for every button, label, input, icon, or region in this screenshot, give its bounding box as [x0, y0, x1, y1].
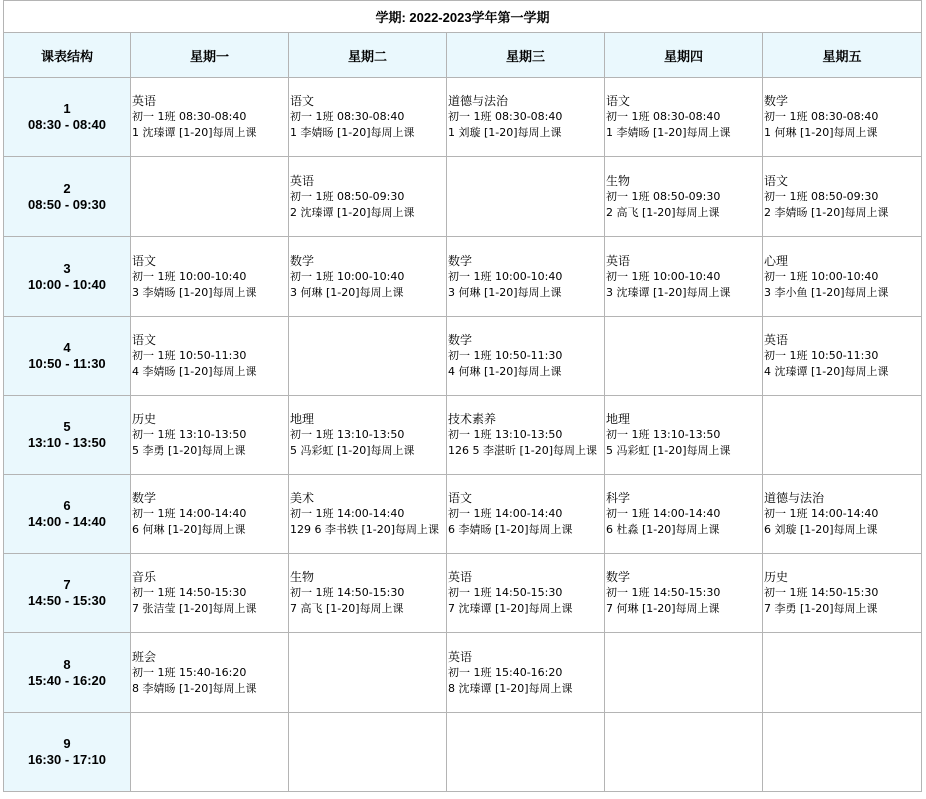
lesson-subject: 英语	[764, 333, 789, 347]
lesson-subject: 地理	[606, 412, 631, 426]
lesson-subject: 历史	[132, 412, 157, 426]
empty-cell	[289, 633, 447, 713]
lesson-class-time: 初一 1班 13:10-13:50	[606, 428, 721, 441]
empty-cell	[447, 157, 605, 237]
lesson-cell	[131, 475, 289, 554]
lesson-class-time: 初一 1班 08:50-09:30	[290, 189, 405, 203]
period-number: 9	[63, 736, 71, 751]
lesson-class-time: 初一 1班 13:10-13:50	[132, 428, 247, 441]
period-row	[4, 475, 922, 554]
lesson-subject: 道德与法治	[764, 491, 825, 505]
lesson-class-time: 初一 1班 14:00-14:40	[606, 507, 721, 520]
lesson-teacher: 129 6 李书轶 [1-20]每周上课	[290, 523, 440, 536]
lesson-class-time: 初一 1班 10:00-10:40	[606, 269, 721, 283]
timetable	[3, 0, 921, 792]
lesson-teacher: 1 沈瑧谭 [1-20]每周上课	[132, 126, 257, 139]
term-title: 学期: 2022-2023学年第一学期	[4, 1, 922, 33]
lesson-class-time: 初一 1班 10:00-10:40	[132, 269, 247, 283]
lesson-teacher: 126 5 李湛昕 [1-20]每周上课	[448, 444, 598, 457]
lesson-teacher: 8 沈瑧谭 [1-20]每周上课	[448, 681, 573, 695]
lesson-cell	[605, 396, 763, 475]
period-number: 2	[63, 180, 71, 196]
lesson-teacher: 4 何琳 [1-20]每周上课	[448, 365, 562, 378]
lesson-teacher: 6 何琳 [1-20]每周上课	[132, 523, 246, 536]
lesson-cell	[447, 317, 605, 396]
period-time: 10:50 - 11:30	[28, 356, 106, 371]
period-row	[4, 633, 922, 713]
empty-cell	[131, 713, 289, 792]
period-header	[4, 475, 131, 554]
lesson-cell	[447, 237, 605, 317]
lesson-class-time: 初一 1班 10:00-10:40	[290, 269, 405, 283]
empty-cell	[763, 396, 922, 475]
lesson-class-time: 初一 1班 15:40-16:20	[132, 665, 247, 679]
lesson-cell	[131, 78, 289, 157]
lesson-class-time: 初一 1班 08:50-09:30	[606, 189, 721, 203]
lesson-subject: 数学	[448, 333, 473, 347]
lesson-cell	[289, 554, 447, 633]
lesson-cell	[289, 475, 447, 554]
lesson-cell	[763, 78, 922, 157]
period-time: 15:40 - 16:20	[27, 672, 107, 688]
lesson-subject: 地理	[290, 412, 315, 426]
lesson-subject: 音乐	[132, 570, 157, 584]
lesson-class-time: 初一 1班 14:50-15:30	[132, 586, 247, 599]
period-header	[4, 633, 131, 713]
lesson-cell	[131, 317, 289, 396]
lesson-teacher: 3 李小鱼 [1-20]每周上课	[764, 285, 889, 299]
lesson-teacher: 5 李勇 [1-20]每周上课	[132, 444, 246, 457]
period-header	[4, 554, 131, 633]
lesson-teacher: 5 冯彩虹 [1-20]每周上课	[290, 444, 415, 457]
lesson-class-time: 初一 1班 14:50-15:30	[290, 586, 405, 599]
empty-cell	[605, 317, 763, 396]
lesson-subject: 语文	[132, 333, 157, 347]
lesson-cell	[289, 396, 447, 475]
day-header-fri: 星期五	[763, 33, 922, 78]
lesson-subject: 数学	[132, 491, 157, 505]
lesson-cell	[605, 237, 763, 317]
lesson-subject: 数学	[448, 253, 473, 268]
lesson-subject: 科学	[606, 491, 631, 505]
lesson-subject: 英语	[448, 570, 473, 584]
lesson-cell	[289, 237, 447, 317]
period-number: 6	[63, 498, 71, 513]
day-header-thu: 星期四	[605, 33, 763, 78]
lesson-subject: 生物	[606, 173, 631, 188]
lesson-class-time: 初一 1班 14:00-14:40	[764, 507, 879, 520]
period-number: 1	[63, 101, 71, 116]
lesson-class-time: 初一 1班 08:30-08:40	[448, 110, 563, 123]
lesson-cell	[763, 475, 922, 554]
day-header-mon: 星期一	[131, 33, 289, 78]
lesson-subject: 语文	[132, 253, 157, 268]
lesson-subject: 语文	[606, 94, 631, 108]
lesson-class-time: 初一 1班 14:50-15:30	[448, 586, 563, 599]
lesson-class-time: 初一 1班 14:50-15:30	[764, 586, 879, 599]
lesson-teacher: 3 李婧旸 [1-20]每周上课	[132, 285, 257, 299]
period-header	[4, 713, 131, 792]
empty-cell	[289, 317, 447, 396]
lesson-class-time: 初一 1班 13:10-13:50	[448, 428, 563, 441]
lesson-cell	[605, 157, 763, 237]
lesson-class-time: 初一 1班 10:00-10:40	[764, 269, 879, 283]
lesson-cell	[131, 633, 289, 713]
lesson-cell	[605, 554, 763, 633]
lesson-teacher: 7 何琳 [1-20]每周上课	[606, 602, 720, 615]
period-header	[4, 237, 131, 317]
period-number: 8	[63, 656, 71, 672]
lesson-subject: 数学	[606, 570, 631, 584]
lesson-cell	[447, 633, 605, 713]
lesson-cell	[289, 157, 447, 237]
lesson-teacher: 7 沈瑧谭 [1-20]每周上课	[448, 602, 573, 615]
period-time: 08:50 - 09:30	[27, 196, 107, 212]
period-number: 7	[63, 577, 71, 592]
lesson-subject: 英语	[132, 94, 157, 108]
period-number: 5	[63, 419, 71, 434]
lesson-subject: 历史	[764, 570, 789, 584]
lesson-teacher: 2 沈瑧谭 [1-20]每周上课	[290, 205, 415, 219]
period-row	[4, 317, 922, 396]
lesson-class-time: 初一 1班 08:30-08:40	[606, 110, 721, 123]
header-row	[4, 33, 922, 78]
period-row	[4, 157, 922, 237]
lesson-cell	[763, 157, 922, 237]
lesson-subject: 美术	[290, 491, 315, 505]
period-row	[4, 78, 922, 157]
corner-label: 课表结构	[4, 33, 131, 78]
lesson-subject: 技术素养	[448, 412, 497, 426]
lesson-class-time: 初一 1班 14:00-14:40	[290, 507, 405, 520]
lesson-class-time: 初一 1班 14:00-14:40	[448, 507, 563, 520]
period-row	[4, 554, 922, 633]
lesson-cell	[131, 554, 289, 633]
lesson-subject: 语文	[764, 173, 789, 188]
lesson-class-time: 初一 1班 08:50-09:30	[764, 189, 879, 203]
empty-cell	[763, 633, 922, 713]
period-time: 14:50 - 15:30	[27, 593, 107, 608]
lesson-teacher: 7 高飞 [1-20]每周上课	[290, 602, 404, 615]
lesson-subject: 生物	[290, 570, 315, 584]
day-header-wed: 星期三	[447, 33, 605, 78]
lesson-teacher: 1 李婧旸 [1-20]每周上课	[606, 126, 731, 139]
lesson-teacher: 4 沈瑧谭 [1-20]每周上课	[764, 365, 889, 378]
period-time: 10:00 - 10:40	[27, 276, 107, 292]
empty-cell	[447, 713, 605, 792]
lesson-class-time: 初一 1班 10:00-10:40	[448, 269, 563, 283]
period-header	[4, 317, 131, 396]
lesson-cell	[131, 237, 289, 317]
schedule-table	[3, 0, 922, 792]
lesson-teacher: 1 何琳 [1-20]每周上课	[764, 126, 878, 139]
lesson-cell	[763, 554, 922, 633]
lesson-subject: 班会	[132, 649, 157, 664]
lesson-teacher: 6 刘璇 [1-20]每周上课	[764, 523, 878, 536]
period-header	[4, 396, 131, 475]
lesson-cell	[289, 78, 447, 157]
lesson-teacher: 7 张洁莹 [1-20]每周上课	[132, 602, 257, 615]
period-time: 14:00 - 14:40	[27, 514, 107, 529]
lesson-cell	[763, 237, 922, 317]
lesson-subject: 语文	[290, 94, 315, 108]
lesson-teacher: 6 李婧旸 [1-20]每周上课	[448, 523, 573, 536]
empty-cell	[605, 713, 763, 792]
period-row	[4, 396, 922, 475]
lesson-teacher: 1 刘璇 [1-20]每周上课	[448, 126, 562, 139]
period-number: 4	[63, 340, 71, 355]
lesson-teacher: 3 何琳 [1-20]每周上课	[448, 285, 562, 299]
empty-cell	[131, 157, 289, 237]
lesson-teacher: 7 李勇 [1-20]每周上课	[764, 602, 878, 615]
lesson-subject: 语文	[448, 491, 473, 505]
lesson-teacher: 6 杜淼 [1-20]每周上课	[606, 523, 720, 536]
empty-cell	[763, 713, 922, 792]
lesson-teacher: 4 李婧旸 [1-20]每周上课	[132, 365, 257, 378]
period-row	[4, 237, 922, 317]
lesson-cell	[605, 475, 763, 554]
period-time: 16:30 - 17:10	[27, 752, 107, 767]
lesson-class-time: 初一 1班 14:00-14:40	[132, 507, 247, 520]
lesson-subject: 英语	[448, 649, 473, 664]
lesson-teacher: 3 何琳 [1-20]每周上课	[290, 285, 404, 299]
lesson-cell	[447, 396, 605, 475]
lesson-class-time: 初一 1班 15:40-16:20	[448, 665, 563, 679]
lesson-subject: 英语	[606, 253, 631, 268]
lesson-subject: 数学	[764, 94, 789, 108]
lesson-subject: 英语	[290, 173, 315, 188]
empty-cell	[605, 633, 763, 713]
lesson-subject: 心理	[764, 253, 789, 268]
period-header	[4, 157, 131, 237]
lesson-class-time: 初一 1班 08:30-08:40	[764, 110, 879, 123]
lesson-class-time: 初一 1班 10:50-11:30	[764, 349, 879, 362]
lesson-class-time: 初一 1班 10:50-11:30	[448, 349, 563, 362]
schedule-body	[4, 78, 922, 792]
lesson-teacher: 3 沈瑧谭 [1-20]每周上课	[606, 285, 731, 299]
lesson-cell	[447, 78, 605, 157]
lesson-class-time: 初一 1班 13:10-13:50	[290, 428, 405, 441]
lesson-class-time: 初一 1班 08:30-08:40	[132, 110, 247, 123]
lesson-cell	[763, 317, 922, 396]
period-number: 3	[63, 260, 71, 276]
lesson-cell	[447, 475, 605, 554]
day-header-tue: 星期二	[289, 33, 447, 78]
lesson-teacher: 1 李婧旸 [1-20]每周上课	[290, 126, 415, 139]
lesson-cell	[605, 78, 763, 157]
lesson-class-time: 初一 1班 14:50-15:30	[606, 586, 721, 599]
lesson-class-time: 初一 1班 08:30-08:40	[290, 110, 405, 123]
lesson-teacher: 2 李婧旸 [1-20]每周上课	[764, 205, 889, 219]
period-time: 13:10 - 13:50	[27, 435, 107, 450]
lesson-subject: 数学	[290, 253, 315, 268]
empty-cell	[289, 713, 447, 792]
lesson-cell	[447, 554, 605, 633]
period-row	[4, 713, 922, 792]
lesson-subject: 道德与法治	[448, 94, 509, 108]
period-header	[4, 78, 131, 157]
period-time: 08:30 - 08:40	[27, 117, 107, 132]
lesson-teacher: 2 高飞 [1-20]每周上课	[606, 205, 720, 219]
lesson-class-time: 初一 1班 10:50-11:30	[132, 349, 247, 362]
lesson-cell	[131, 396, 289, 475]
lesson-teacher: 5 冯彩虹 [1-20]每周上课	[606, 444, 731, 457]
lesson-teacher: 8 李婧旸 [1-20]每周上课	[132, 681, 257, 695]
